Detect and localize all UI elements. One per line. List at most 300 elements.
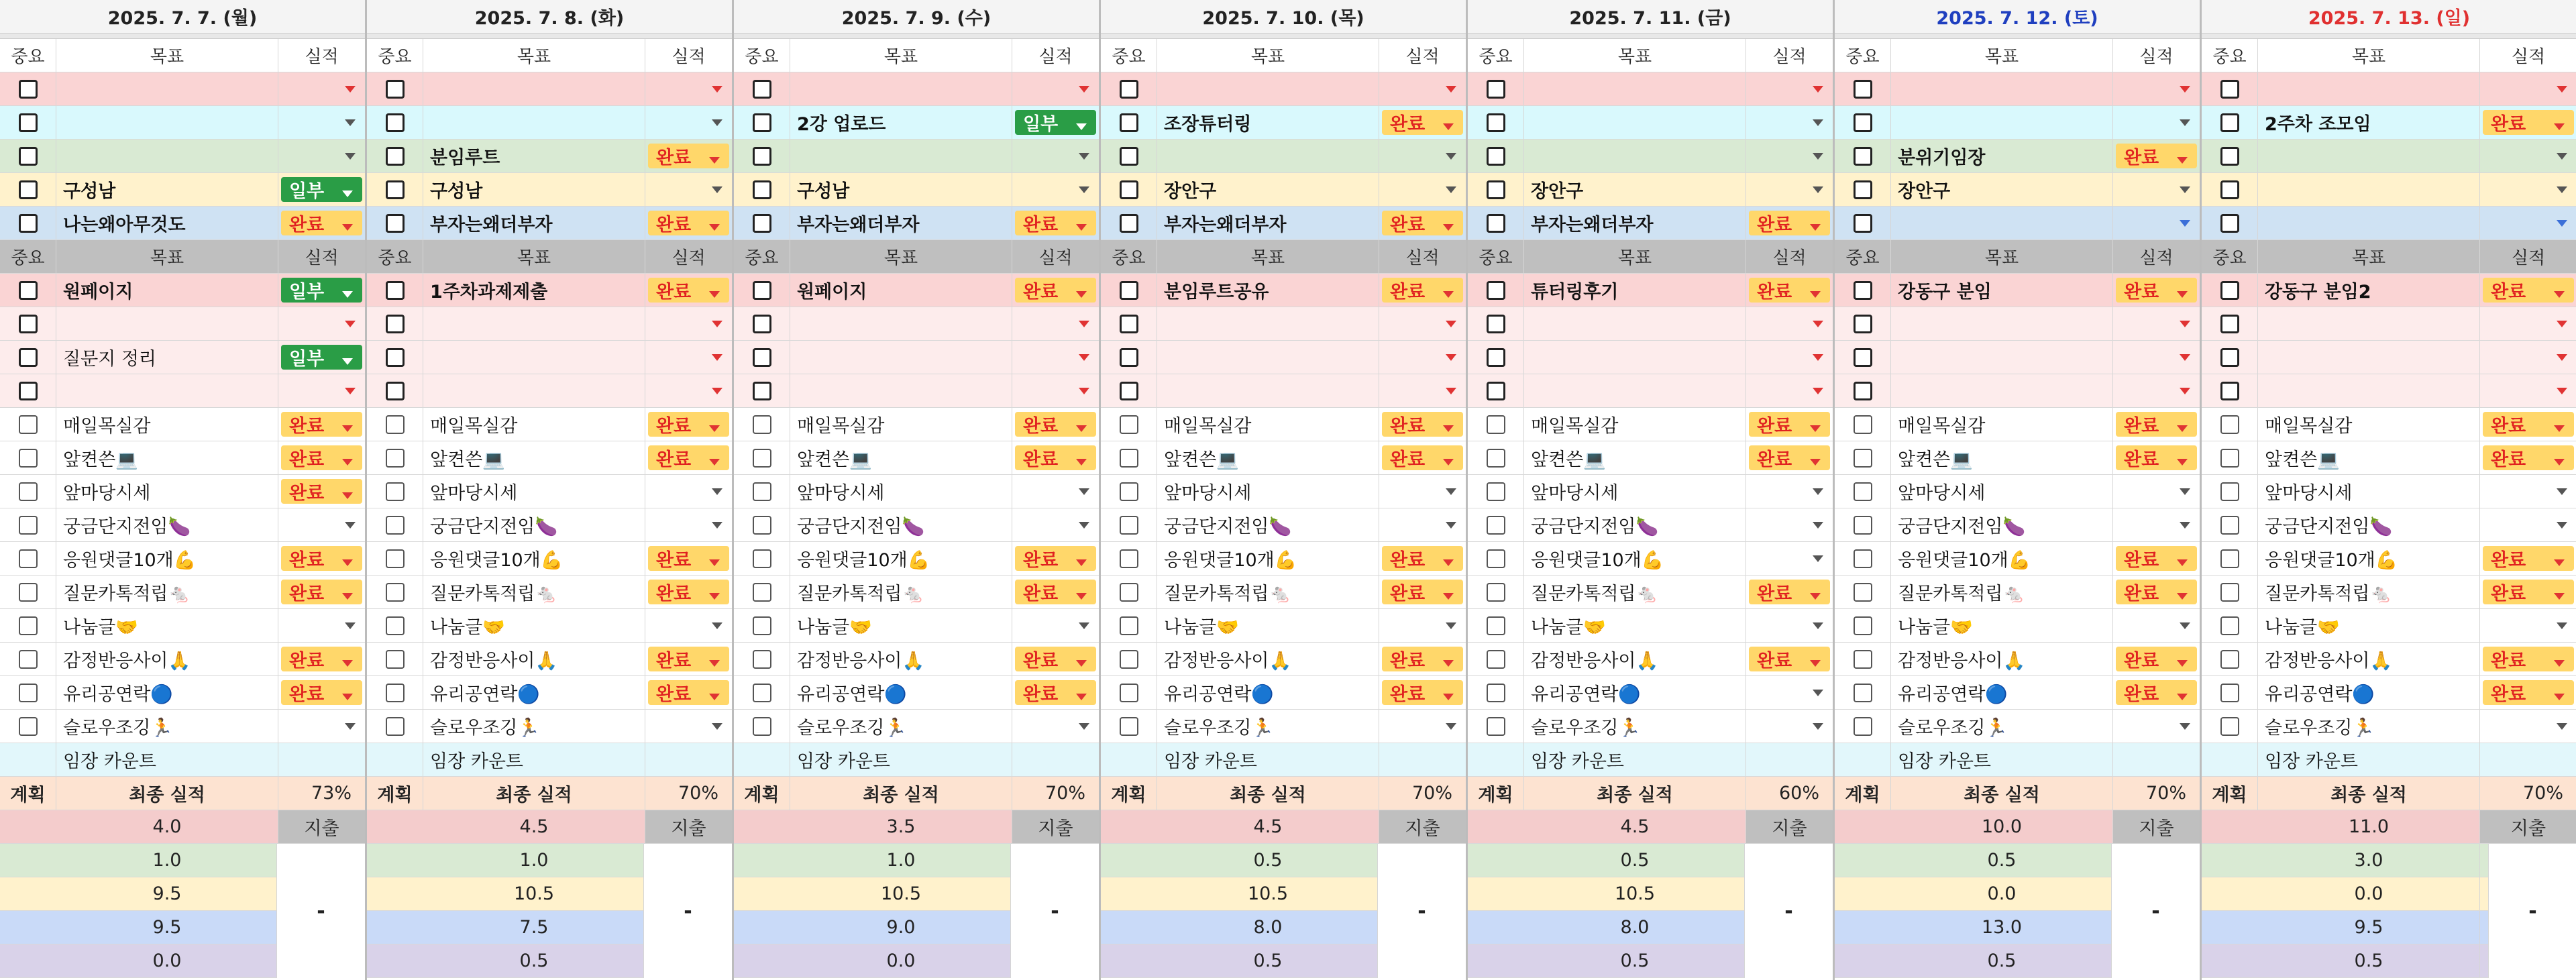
- task-cell[interactable]: [790, 307, 1012, 340]
- dropdown-caret-icon[interactable]: [2177, 459, 2188, 466]
- priority-checkbox[interactable]: [1487, 80, 1505, 99]
- priority-checkbox[interactable]: [2220, 348, 2239, 367]
- result-dropdown[interactable]: [1379, 710, 1466, 743]
- dropdown-caret-icon[interactable]: [709, 157, 720, 164]
- result-dropdown[interactable]: [278, 106, 365, 139]
- priority-checkbox[interactable]: [753, 80, 771, 99]
- dropdown-caret-icon[interactable]: [1443, 593, 1454, 600]
- status-done-chip[interactable]: [648, 412, 729, 437]
- priority-checkbox[interactable]: [1487, 348, 1505, 367]
- task-cell[interactable]: [1891, 274, 2113, 307]
- status-done-chip[interactable]: [1015, 445, 1096, 470]
- status-done-chip[interactable]: [281, 647, 362, 671]
- result-dropdown[interactable]: [645, 207, 732, 239]
- habit-checkbox[interactable]: [1120, 415, 1138, 434]
- result-dropdown[interactable]: [2113, 441, 2200, 474]
- result-dropdown[interactable]: [1012, 307, 1099, 340]
- habit-checkbox[interactable]: [1120, 616, 1138, 635]
- dropdown-caret-icon[interactable]: [712, 86, 722, 93]
- result-dropdown[interactable]: [645, 341, 732, 374]
- priority-checkbox[interactable]: [2220, 113, 2239, 132]
- status-done-chip[interactable]: [281, 546, 362, 571]
- task-cell[interactable]: [423, 374, 645, 407]
- result-dropdown[interactable]: [1379, 643, 1466, 675]
- task-cell[interactable]: [1157, 274, 1379, 307]
- goal-cell[interactable]: [1157, 140, 1379, 172]
- dropdown-caret-icon[interactable]: [342, 291, 353, 298]
- dropdown-caret-icon[interactable]: [1446, 388, 1456, 394]
- result-dropdown[interactable]: [645, 710, 732, 743]
- goal-cell[interactable]: [1891, 173, 2113, 206]
- habit-checkbox[interactable]: [753, 583, 771, 602]
- habit-checkbox[interactable]: [2220, 415, 2239, 434]
- result-dropdown[interactable]: [645, 576, 732, 608]
- dropdown-caret-icon[interactable]: [1813, 86, 1823, 93]
- habit-checkbox[interactable]: [1854, 650, 1872, 669]
- result-dropdown[interactable]: [2113, 643, 2200, 675]
- result-dropdown[interactable]: [2113, 173, 2200, 206]
- habit-checkbox[interactable]: [1120, 482, 1138, 501]
- habit-checkbox[interactable]: [1120, 684, 1138, 702]
- dropdown-caret-icon[interactable]: [1446, 723, 1456, 730]
- result-dropdown[interactable]: [278, 207, 365, 239]
- result-dropdown[interactable]: [1012, 140, 1099, 172]
- result-dropdown[interactable]: [1012, 643, 1099, 675]
- task-cell[interactable]: [2258, 341, 2480, 374]
- result-dropdown[interactable]: [1379, 72, 1466, 105]
- result-dropdown[interactable]: [1012, 72, 1099, 105]
- dropdown-caret-icon[interactable]: [342, 593, 353, 600]
- habit-checkbox[interactable]: [1854, 684, 1872, 702]
- dropdown-caret-icon[interactable]: [2180, 522, 2190, 529]
- result-dropdown[interactable]: [1746, 542, 1833, 575]
- priority-checkbox[interactable]: [1120, 281, 1138, 300]
- result-dropdown[interactable]: [1379, 508, 1466, 541]
- dropdown-caret-icon[interactable]: [2180, 622, 2190, 629]
- habit-checkbox[interactable]: [1487, 482, 1505, 501]
- status-done-chip[interactable]: [281, 211, 362, 235]
- result-dropdown[interactable]: [2480, 72, 2576, 105]
- result-dropdown[interactable]: [1012, 576, 1099, 608]
- task-cell[interactable]: [56, 307, 278, 340]
- dropdown-caret-icon[interactable]: [2180, 354, 2190, 361]
- dropdown-caret-icon[interactable]: [712, 119, 722, 126]
- priority-checkbox[interactable]: [1854, 214, 1872, 233]
- status-done-chip[interactable]: [648, 647, 729, 671]
- result-dropdown[interactable]: [1012, 408, 1099, 441]
- result-dropdown[interactable]: [1012, 475, 1099, 508]
- dropdown-caret-icon[interactable]: [1076, 224, 1087, 231]
- dropdown-caret-icon[interactable]: [342, 425, 353, 432]
- dropdown-caret-icon[interactable]: [712, 488, 722, 495]
- habit-checkbox[interactable]: [386, 449, 405, 468]
- dropdown-caret-icon[interactable]: [1443, 291, 1454, 298]
- result-dropdown[interactable]: [645, 441, 732, 474]
- result-dropdown[interactable]: [2113, 207, 2200, 239]
- task-cell[interactable]: [2258, 307, 2480, 340]
- goal-cell[interactable]: [56, 140, 278, 172]
- status-partial-chip[interactable]: [281, 278, 362, 303]
- priority-checkbox[interactable]: [386, 214, 405, 233]
- status-done-chip[interactable]: [2116, 546, 2197, 571]
- status-done-chip[interactable]: [648, 278, 729, 303]
- result-dropdown[interactable]: [1012, 274, 1099, 307]
- priority-checkbox[interactable]: [1854, 315, 1872, 333]
- priority-checkbox[interactable]: [1120, 80, 1138, 99]
- habit-checkbox[interactable]: [753, 516, 771, 535]
- habit-checkbox[interactable]: [1120, 516, 1138, 535]
- dropdown-caret-icon[interactable]: [2177, 157, 2188, 164]
- result-dropdown[interactable]: [1379, 542, 1466, 575]
- habit-checkbox[interactable]: [2220, 616, 2239, 635]
- result-dropdown[interactable]: [1379, 609, 1466, 642]
- status-done-chip[interactable]: [2116, 580, 2197, 604]
- dropdown-caret-icon[interactable]: [1076, 123, 1087, 130]
- goal-cell[interactable]: [1891, 106, 2113, 139]
- dropdown-caret-icon[interactable]: [1446, 321, 1456, 327]
- result-dropdown[interactable]: [1746, 140, 1833, 172]
- status-done-chip[interactable]: [1382, 412, 1463, 437]
- goal-cell[interactable]: [423, 72, 645, 105]
- dropdown-caret-icon[interactable]: [342, 660, 353, 667]
- result-dropdown[interactable]: [645, 676, 732, 709]
- habit-checkbox[interactable]: [386, 684, 405, 702]
- dropdown-caret-icon[interactable]: [1443, 694, 1454, 700]
- goal-cell[interactable]: [2258, 140, 2480, 172]
- priority-checkbox[interactable]: [753, 348, 771, 367]
- result-dropdown[interactable]: [2480, 408, 2576, 441]
- result-dropdown[interactable]: [2113, 307, 2200, 340]
- result-dropdown[interactable]: [2113, 106, 2200, 139]
- task-cell[interactable]: [1891, 307, 2113, 340]
- goal-cell[interactable]: [1891, 207, 2113, 239]
- goal-cell[interactable]: [790, 207, 1012, 239]
- result-dropdown[interactable]: [1379, 576, 1466, 608]
- dropdown-caret-icon[interactable]: [345, 622, 356, 629]
- dropdown-caret-icon[interactable]: [2177, 694, 2188, 700]
- habit-checkbox[interactable]: [386, 650, 405, 669]
- status-done-chip[interactable]: [2116, 445, 2197, 470]
- status-done-chip[interactable]: [1015, 546, 1096, 571]
- result-dropdown[interactable]: [1379, 341, 1466, 374]
- dropdown-caret-icon[interactable]: [712, 321, 722, 327]
- habit-checkbox[interactable]: [1120, 650, 1138, 669]
- status-partial-chip[interactable]: [281, 177, 362, 202]
- result-dropdown[interactable]: [2480, 441, 2576, 474]
- dropdown-caret-icon[interactable]: [2177, 660, 2188, 667]
- goal-cell[interactable]: [56, 173, 278, 206]
- result-dropdown[interactable]: [1379, 207, 1466, 239]
- status-done-chip[interactable]: [2483, 580, 2574, 604]
- dropdown-caret-icon[interactable]: [712, 186, 722, 193]
- dropdown-caret-icon[interactable]: [709, 224, 720, 231]
- result-dropdown[interactable]: [1746, 374, 1833, 407]
- dropdown-caret-icon[interactable]: [1443, 459, 1454, 466]
- priority-checkbox[interactable]: [2220, 315, 2239, 333]
- dropdown-caret-icon[interactable]: [709, 425, 720, 432]
- habit-checkbox[interactable]: [1487, 516, 1505, 535]
- habit-checkbox[interactable]: [753, 684, 771, 702]
- result-dropdown[interactable]: [2113, 475, 2200, 508]
- dropdown-caret-icon[interactable]: [1443, 123, 1454, 130]
- dropdown-caret-icon[interactable]: [2557, 321, 2567, 327]
- dropdown-caret-icon[interactable]: [1446, 622, 1456, 629]
- priority-checkbox[interactable]: [1487, 147, 1505, 166]
- goal-cell[interactable]: [790, 106, 1012, 139]
- habit-checkbox[interactable]: [19, 583, 38, 602]
- dropdown-caret-icon[interactable]: [1813, 690, 1823, 696]
- result-dropdown[interactable]: [2113, 274, 2200, 307]
- dropdown-caret-icon[interactable]: [1079, 354, 1089, 361]
- task-cell[interactable]: [1157, 307, 1379, 340]
- status-done-chip[interactable]: [2116, 680, 2197, 705]
- task-cell[interactable]: [1524, 341, 1746, 374]
- dropdown-caret-icon[interactable]: [2177, 291, 2188, 298]
- priority-checkbox[interactable]: [386, 80, 405, 99]
- result-dropdown[interactable]: [278, 609, 365, 642]
- dropdown-caret-icon[interactable]: [345, 522, 356, 529]
- dropdown-caret-icon[interactable]: [2557, 86, 2567, 93]
- result-dropdown[interactable]: [2113, 676, 2200, 709]
- priority-checkbox[interactable]: [1120, 348, 1138, 367]
- result-dropdown[interactable]: [278, 173, 365, 206]
- dropdown-caret-icon[interactable]: [342, 190, 353, 197]
- priority-checkbox[interactable]: [386, 113, 405, 132]
- habit-checkbox[interactable]: [386, 717, 405, 736]
- habit-checkbox[interactable]: [386, 616, 405, 635]
- status-done-chip[interactable]: [1015, 647, 1096, 671]
- habit-checkbox[interactable]: [1487, 717, 1505, 736]
- status-done-chip[interactable]: [281, 680, 362, 705]
- result-dropdown[interactable]: [645, 106, 732, 139]
- habit-checkbox[interactable]: [1487, 449, 1505, 468]
- priority-checkbox[interactable]: [19, 180, 38, 199]
- status-done-chip[interactable]: [1382, 647, 1463, 671]
- result-dropdown[interactable]: [2480, 307, 2576, 340]
- goal-cell[interactable]: [423, 173, 645, 206]
- dropdown-caret-icon[interactable]: [345, 321, 356, 327]
- dropdown-caret-icon[interactable]: [1076, 660, 1087, 667]
- result-dropdown[interactable]: [2480, 274, 2576, 307]
- dropdown-caret-icon[interactable]: [2557, 723, 2567, 730]
- status-done-chip[interactable]: [2116, 647, 2197, 671]
- result-dropdown[interactable]: [278, 676, 365, 709]
- result-dropdown[interactable]: [1379, 140, 1466, 172]
- status-done-chip[interactable]: [1382, 445, 1463, 470]
- dropdown-caret-icon[interactable]: [709, 559, 720, 566]
- dropdown-caret-icon[interactable]: [709, 593, 720, 600]
- status-done-chip[interactable]: [2483, 680, 2574, 705]
- habit-checkbox[interactable]: [386, 482, 405, 501]
- habit-checkbox[interactable]: [2220, 650, 2239, 669]
- dropdown-caret-icon[interactable]: [1810, 593, 1821, 600]
- habit-checkbox[interactable]: [1120, 717, 1138, 736]
- dropdown-caret-icon[interactable]: [712, 354, 722, 361]
- habit-checkbox[interactable]: [1854, 415, 1872, 434]
- dropdown-caret-icon[interactable]: [342, 492, 353, 499]
- result-dropdown[interactable]: [645, 274, 732, 307]
- dropdown-caret-icon[interactable]: [709, 291, 720, 298]
- dropdown-caret-icon[interactable]: [2557, 186, 2567, 193]
- result-dropdown[interactable]: [645, 72, 732, 105]
- result-dropdown[interactable]: [2480, 508, 2576, 541]
- dropdown-caret-icon[interactable]: [1076, 694, 1087, 700]
- result-dropdown[interactable]: [1012, 341, 1099, 374]
- dropdown-caret-icon[interactable]: [1079, 388, 1089, 394]
- goal-cell[interactable]: [1524, 72, 1746, 105]
- dropdown-caret-icon[interactable]: [709, 694, 720, 700]
- priority-checkbox[interactable]: [2220, 80, 2239, 99]
- goal-cell[interactable]: [790, 140, 1012, 172]
- result-dropdown[interactable]: [278, 542, 365, 575]
- result-dropdown[interactable]: [278, 475, 365, 508]
- priority-checkbox[interactable]: [19, 348, 38, 367]
- priority-checkbox[interactable]: [19, 147, 38, 166]
- result-dropdown[interactable]: [2480, 542, 2576, 575]
- priority-checkbox[interactable]: [1854, 147, 1872, 166]
- status-done-chip[interactable]: [1382, 110, 1463, 135]
- goal-cell[interactable]: [1157, 173, 1379, 206]
- dropdown-caret-icon[interactable]: [2180, 220, 2190, 227]
- priority-checkbox[interactable]: [19, 80, 38, 99]
- dropdown-caret-icon[interactable]: [342, 224, 353, 231]
- dropdown-caret-icon[interactable]: [2554, 425, 2565, 432]
- dropdown-caret-icon[interactable]: [2554, 593, 2565, 600]
- status-done-chip[interactable]: [2483, 110, 2574, 135]
- dropdown-caret-icon[interactable]: [1813, 723, 1823, 730]
- dropdown-caret-icon[interactable]: [2180, 86, 2190, 93]
- habit-checkbox[interactable]: [386, 549, 405, 568]
- dropdown-caret-icon[interactable]: [1446, 86, 1456, 93]
- dropdown-caret-icon[interactable]: [1446, 522, 1456, 529]
- goal-cell[interactable]: [790, 173, 1012, 206]
- result-dropdown[interactable]: [645, 140, 732, 172]
- result-dropdown[interactable]: [1012, 173, 1099, 206]
- result-dropdown[interactable]: [2113, 341, 2200, 374]
- status-done-chip[interactable]: [648, 580, 729, 604]
- status-done-chip[interactable]: [648, 144, 729, 168]
- dropdown-caret-icon[interactable]: [1810, 224, 1821, 231]
- task-cell[interactable]: [56, 274, 278, 307]
- status-done-chip[interactable]: [2483, 412, 2574, 437]
- priority-checkbox[interactable]: [753, 180, 771, 199]
- goal-cell[interactable]: [1891, 72, 2113, 105]
- result-dropdown[interactable]: [2480, 173, 2576, 206]
- result-dropdown[interactable]: [1746, 475, 1833, 508]
- priority-checkbox[interactable]: [753, 382, 771, 400]
- result-dropdown[interactable]: [1746, 643, 1833, 675]
- status-done-chip[interactable]: [1015, 278, 1096, 303]
- dropdown-caret-icon[interactable]: [1810, 459, 1821, 466]
- dropdown-caret-icon[interactable]: [1446, 186, 1456, 193]
- dropdown-caret-icon[interactable]: [342, 459, 353, 466]
- dropdown-caret-icon[interactable]: [345, 153, 356, 160]
- result-dropdown[interactable]: [2480, 643, 2576, 675]
- priority-checkbox[interactable]: [1120, 315, 1138, 333]
- habit-checkbox[interactable]: [2220, 449, 2239, 468]
- status-done-chip[interactable]: [2483, 445, 2574, 470]
- habit-checkbox[interactable]: [2220, 583, 2239, 602]
- task-cell[interactable]: [1157, 374, 1379, 407]
- priority-checkbox[interactable]: [1854, 113, 1872, 132]
- result-dropdown[interactable]: [2480, 207, 2576, 239]
- result-dropdown[interactable]: [278, 341, 365, 374]
- result-dropdown[interactable]: [278, 441, 365, 474]
- status-done-chip[interactable]: [2483, 278, 2574, 303]
- status-done-chip[interactable]: [1015, 211, 1096, 235]
- dropdown-caret-icon[interactable]: [1079, 186, 1089, 193]
- task-cell[interactable]: [1891, 374, 2113, 407]
- priority-checkbox[interactable]: [1854, 348, 1872, 367]
- result-dropdown[interactable]: [1746, 72, 1833, 105]
- priority-checkbox[interactable]: [386, 180, 405, 199]
- goal-cell[interactable]: [1524, 173, 1746, 206]
- task-cell[interactable]: [1524, 274, 1746, 307]
- priority-checkbox[interactable]: [1854, 180, 1872, 199]
- goal-cell[interactable]: [56, 207, 278, 239]
- dropdown-caret-icon[interactable]: [1813, 622, 1823, 629]
- result-dropdown[interactable]: [278, 307, 365, 340]
- priority-checkbox[interactable]: [753, 214, 771, 233]
- result-dropdown[interactable]: [645, 307, 732, 340]
- status-done-chip[interactable]: [1749, 211, 1830, 235]
- dropdown-caret-icon[interactable]: [1079, 321, 1089, 327]
- habit-checkbox[interactable]: [2220, 482, 2239, 501]
- priority-checkbox[interactable]: [19, 113, 38, 132]
- habit-checkbox[interactable]: [1487, 684, 1505, 702]
- habit-checkbox[interactable]: [2220, 516, 2239, 535]
- dropdown-caret-icon[interactable]: [1813, 388, 1823, 394]
- task-cell[interactable]: [1524, 307, 1746, 340]
- goal-cell[interactable]: [1891, 140, 2113, 172]
- result-dropdown[interactable]: [1379, 441, 1466, 474]
- habit-checkbox[interactable]: [1120, 583, 1138, 602]
- result-dropdown[interactable]: [1012, 609, 1099, 642]
- status-done-chip[interactable]: [2116, 144, 2197, 168]
- habit-checkbox[interactable]: [19, 616, 38, 635]
- goal-cell[interactable]: [2258, 72, 2480, 105]
- task-cell[interactable]: [56, 341, 278, 374]
- dropdown-caret-icon[interactable]: [2177, 593, 2188, 600]
- dropdown-caret-icon[interactable]: [345, 119, 356, 126]
- habit-checkbox[interactable]: [1854, 549, 1872, 568]
- task-cell[interactable]: [790, 341, 1012, 374]
- dropdown-caret-icon[interactable]: [1079, 488, 1089, 495]
- habit-checkbox[interactable]: [1854, 583, 1872, 602]
- habit-checkbox[interactable]: [1487, 583, 1505, 602]
- priority-checkbox[interactable]: [386, 315, 405, 333]
- result-dropdown[interactable]: [1012, 508, 1099, 541]
- dropdown-caret-icon[interactable]: [1446, 488, 1456, 495]
- priority-checkbox[interactable]: [2220, 214, 2239, 233]
- status-done-chip[interactable]: [1015, 412, 1096, 437]
- result-dropdown[interactable]: [1746, 441, 1833, 474]
- habit-checkbox[interactable]: [1854, 482, 1872, 501]
- status-done-chip[interactable]: [648, 211, 729, 235]
- dropdown-caret-icon[interactable]: [2554, 559, 2565, 566]
- result-dropdown[interactable]: [1746, 307, 1833, 340]
- status-done-chip[interactable]: [1382, 580, 1463, 604]
- result-dropdown[interactable]: [1012, 374, 1099, 407]
- dropdown-caret-icon[interactable]: [2177, 425, 2188, 432]
- dropdown-caret-icon[interactable]: [1813, 119, 1823, 126]
- priority-checkbox[interactable]: [2220, 147, 2239, 166]
- habit-checkbox[interactable]: [1854, 449, 1872, 468]
- habit-checkbox[interactable]: [1854, 717, 1872, 736]
- result-dropdown[interactable]: [1746, 609, 1833, 642]
- dropdown-caret-icon[interactable]: [1813, 555, 1823, 562]
- habit-checkbox[interactable]: [2220, 717, 2239, 736]
